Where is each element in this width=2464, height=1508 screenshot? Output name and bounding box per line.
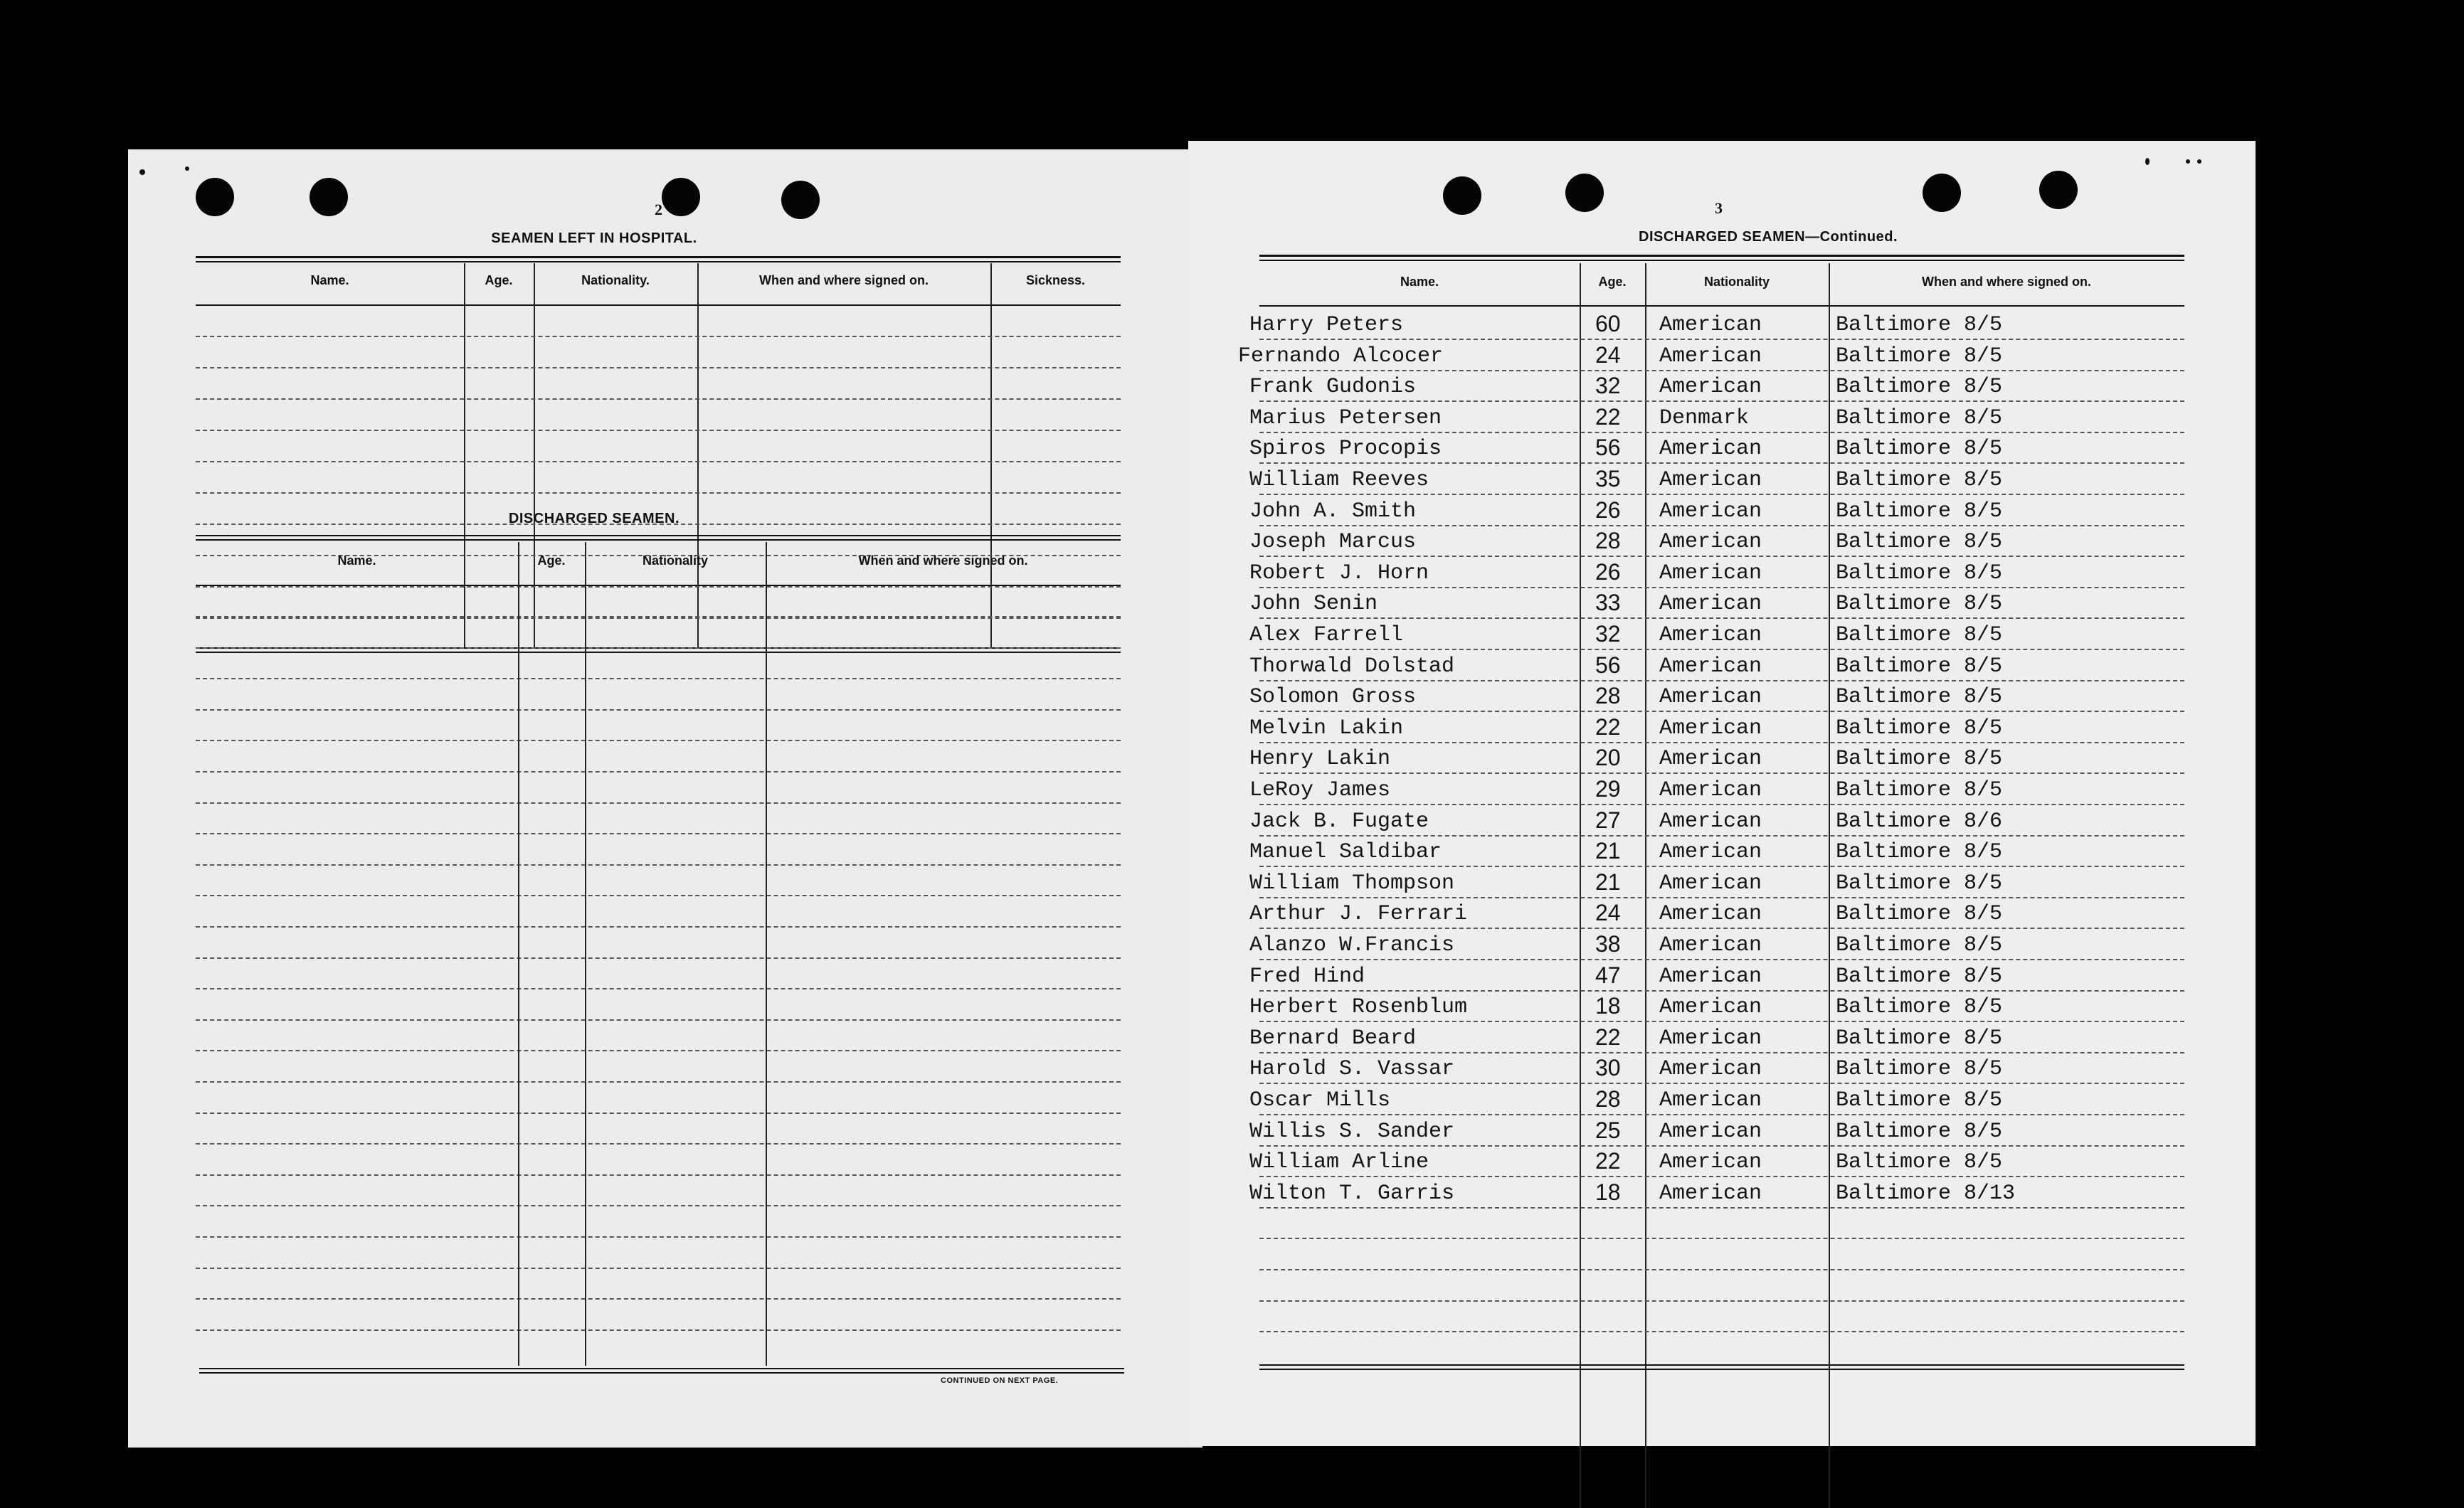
- seaman-nationality: American: [1659, 375, 1762, 399]
- row-line: [1259, 897, 2184, 898]
- row-line: [196, 1174, 1121, 1176]
- row-line: [1259, 1021, 2184, 1022]
- table-rule: [1259, 1369, 2184, 1370]
- seaman-name: Robert J. Horn: [1249, 561, 1429, 585]
- table-rule: [1259, 255, 2184, 257]
- seaman-nationality: American: [1659, 654, 1762, 679]
- seaman-name: Alanzo W.Francis: [1249, 933, 1455, 957]
- seaman-name: Melvin Lakin: [1249, 716, 1404, 740]
- table-rule: [196, 535, 1121, 536]
- seaman-nationality: American: [1659, 871, 1762, 896]
- column-divider: [990, 263, 992, 649]
- row-line: [196, 1268, 1121, 1269]
- seaman-nationality: American: [1659, 344, 1762, 368]
- row-line: [196, 492, 1121, 494]
- seaman-age: 18: [1595, 993, 1621, 1019]
- seaman-name: Joseph Marcus: [1249, 530, 1417, 554]
- seaman-nationality: American: [1659, 530, 1762, 554]
- seaman-age: 28: [1595, 528, 1621, 553]
- seaman-age: 25: [1595, 1117, 1621, 1143]
- seaman-signed-on: Baltimore 8/5: [1836, 375, 2003, 399]
- seaman-age: 56: [1595, 435, 1621, 460]
- seaman-age: 47: [1595, 962, 1621, 988]
- column-divider: [518, 542, 519, 1366]
- seaman-name: Marius Petersen: [1249, 406, 1442, 430]
- seaman-age: 26: [1595, 559, 1621, 585]
- seaman-name: Fred Hind: [1249, 965, 1365, 989]
- binder-hole: [781, 181, 820, 219]
- row-line: [1259, 432, 2184, 433]
- row-line: [1259, 1083, 2184, 1084]
- row-line: [196, 430, 1121, 431]
- seaman-name: Harry Peters: [1249, 313, 1404, 337]
- binder-hole: [1923, 174, 1961, 212]
- page-number: 2: [655, 201, 662, 218]
- seaman-nationality: American: [1659, 1057, 1762, 1081]
- binder-hole: [1565, 174, 1604, 212]
- seaman-name: Arthur J. Ferrari: [1249, 902, 1468, 926]
- seaman-age: 24: [1595, 342, 1621, 368]
- binder-hole: [2039, 171, 2078, 209]
- row-line: [196, 647, 1121, 649]
- row-line: [196, 771, 1121, 772]
- seaman-signed-on: Baltimore 8/5: [1836, 871, 2003, 896]
- column-divider: [1645, 263, 1646, 1508]
- row-line: [196, 616, 1121, 617]
- row-line: [1259, 556, 2184, 557]
- row-line: [196, 895, 1121, 896]
- row-line: [1259, 494, 2184, 495]
- seaman-signed-on: Baltimore 8/5: [1836, 685, 2003, 709]
- row-line: [1259, 866, 2184, 867]
- column-header: Name.: [310, 273, 349, 287]
- seaman-name: Fernando Alcocer: [1238, 344, 1444, 368]
- column-divider: [464, 263, 465, 649]
- seaman-name: Henry Lakin: [1249, 747, 1391, 771]
- row-line: [196, 336, 1121, 337]
- seaman-age: 22: [1595, 1024, 1621, 1050]
- seaman-signed-on: Baltimore 8/5: [1836, 778, 2003, 802]
- seaman-age: 22: [1595, 1148, 1621, 1174]
- table-rule: [1259, 1364, 2184, 1366]
- seaman-age: 26: [1595, 497, 1621, 523]
- seaman-age: 27: [1595, 807, 1621, 833]
- seaman-age: 24: [1595, 900, 1621, 925]
- row-line: [196, 1329, 1121, 1331]
- binder-hole: [662, 178, 700, 216]
- binder-hole: [1443, 176, 1481, 215]
- seaman-signed-on: Baltimore 8/5: [1836, 1057, 2003, 1081]
- seaman-signed-on: Baltimore 8/5: [1836, 840, 2003, 864]
- seaman-nationality: American: [1659, 1150, 1762, 1174]
- row-line: [196, 1205, 1121, 1206]
- column-header: Age.: [485, 273, 513, 287]
- row-line: [196, 586, 1121, 588]
- seaman-name: Willis S. Sander: [1249, 1120, 1455, 1144]
- table-rule: [1259, 260, 2184, 261]
- row-line: [1259, 772, 2184, 774]
- seaman-age: 30: [1595, 1055, 1621, 1080]
- seaman-nationality: American: [1659, 965, 1762, 989]
- row-line: [1259, 370, 2184, 371]
- seaman-signed-on: Baltimore 8/5: [1836, 933, 2003, 957]
- seaman-name: Solomon Gross: [1249, 685, 1417, 709]
- seaman-signed-on: Baltimore 8/5: [1836, 1088, 2003, 1113]
- speck: [185, 166, 189, 171]
- seaman-name: Harold S. Vassar: [1249, 1057, 1455, 1081]
- seaman-nationality: American: [1659, 1182, 1762, 1206]
- seaman-age: 22: [1595, 714, 1621, 740]
- column-divider: [534, 263, 535, 649]
- seaman-name: Wilton T. Garris: [1249, 1182, 1455, 1206]
- seaman-name: William Reeves: [1249, 468, 1429, 492]
- seaman-nationality: American: [1659, 1120, 1762, 1144]
- hospital-section-title: SEAMEN LEFT IN HOSPITAL.: [491, 230, 697, 246]
- column-divider: [1580, 263, 1581, 1508]
- row-line: [1259, 1207, 2184, 1209]
- seaman-name: Manuel Saldibar: [1249, 840, 1442, 864]
- column-header: Nationality: [642, 553, 708, 568]
- column-header: Age.: [537, 553, 566, 568]
- seaman-signed-on: Baltimore 8/5: [1836, 499, 2003, 524]
- seaman-signed-on: Baltimore 8/5: [1836, 902, 2003, 926]
- row-line: [196, 1236, 1121, 1238]
- row-line: [1259, 587, 2184, 588]
- seaman-nationality: American: [1659, 995, 1762, 1019]
- header-rule: [196, 585, 1121, 586]
- row-line: [1259, 1052, 2184, 1053]
- row-line: [1259, 525, 2184, 526]
- seaman-signed-on: Baltimore 8/5: [1836, 406, 2003, 430]
- row-line: [1259, 711, 2184, 712]
- seaman-name: Alex Farrell: [1249, 623, 1404, 647]
- table-rule: [196, 261, 1121, 262]
- seaman-signed-on: Baltimore 8/5: [1836, 344, 2003, 368]
- column-header: Sickness.: [1025, 273, 1086, 287]
- row-line: [196, 1143, 1121, 1145]
- seaman-signed-on: Baltimore 8/13: [1836, 1182, 2016, 1206]
- row-line: [196, 864, 1121, 866]
- seaman-name: Oscar Mills: [1249, 1088, 1391, 1113]
- row-line: [196, 926, 1121, 928]
- table-rule: [196, 652, 1121, 653]
- column-header: Name.: [1400, 275, 1439, 289]
- seaman-age: 32: [1595, 373, 1621, 398]
- seaman-nationality: American: [1659, 1088, 1762, 1113]
- seaman-age: 35: [1595, 466, 1621, 492]
- seaman-age: 20: [1595, 745, 1621, 770]
- row-line: [1259, 1269, 2184, 1270]
- binder-hole: [310, 178, 348, 216]
- seaman-signed-on: Baltimore 8/5: [1836, 313, 2003, 337]
- column-header: Nationality: [1703, 275, 1770, 289]
- seaman-signed-on: Baltimore 8/5: [1836, 1026, 2003, 1051]
- seaman-signed-on: Baltimore 8/5: [1836, 530, 2003, 554]
- seaman-signed-on: Baltimore 8/5: [1836, 654, 2003, 679]
- column-header: When and where signed on.: [1921, 275, 2092, 289]
- seaman-name: John A. Smith: [1249, 499, 1417, 524]
- seaman-name: Herbert Rosenblum: [1249, 995, 1468, 1019]
- row-line: [1259, 1331, 2184, 1332]
- seaman-nationality: Denmark: [1659, 406, 1750, 430]
- row-line: [1259, 400, 2184, 402]
- row-line: [1259, 1114, 2184, 1115]
- row-line: [1259, 1145, 2184, 1147]
- seaman-name: LeRoy James: [1249, 778, 1391, 802]
- row-line: [196, 740, 1121, 741]
- column-divider: [766, 542, 767, 1366]
- row-line: [1259, 742, 2184, 743]
- binder-hole: [196, 178, 234, 216]
- header-rule: [196, 304, 1121, 306]
- seaman-nationality: American: [1659, 685, 1762, 709]
- seaman-nationality: American: [1659, 499, 1762, 524]
- seaman-nationality: American: [1659, 623, 1762, 647]
- seaman-nationality: American: [1659, 1026, 1762, 1051]
- seaman-age: 21: [1595, 869, 1621, 895]
- speck: [2186, 159, 2190, 164]
- column-header: When and where signed on.: [758, 273, 929, 287]
- table-rule: [196, 539, 1121, 541]
- discharged-section-title: DISCHARGED SEAMEN.: [508, 511, 680, 526]
- seaman-name: Bernard Beard: [1249, 1026, 1417, 1051]
- seaman-nationality: American: [1659, 592, 1762, 616]
- seaman-name: Jack B. Fugate: [1249, 809, 1429, 834]
- seaman-nationality: American: [1659, 747, 1762, 771]
- seaman-signed-on: Baltimore 8/5: [1836, 592, 2003, 616]
- row-line: [1259, 617, 2184, 619]
- seaman-nationality: American: [1659, 313, 1762, 337]
- row-line: [1259, 1238, 2184, 1239]
- seaman-signed-on: Baltimore 8/5: [1836, 716, 2003, 740]
- seaman-signed-on: Baltimore 8/5: [1836, 623, 2003, 647]
- seaman-name: William Arline: [1249, 1150, 1429, 1174]
- row-line: [1259, 928, 2184, 929]
- seaman-name: William Thompson: [1249, 871, 1455, 896]
- row-line: [196, 1298, 1121, 1300]
- column-divider: [1829, 263, 1830, 1508]
- seaman-signed-on: Baltimore 8/5: [1836, 1120, 2003, 1144]
- row-line: [196, 988, 1121, 989]
- seaman-age: 21: [1595, 838, 1621, 864]
- seaman-name: Frank Gudonis: [1249, 375, 1417, 399]
- seaman-nationality: American: [1659, 778, 1762, 802]
- seaman-name: Thorwald Dolstad: [1249, 654, 1455, 679]
- row-line: [196, 1081, 1121, 1083]
- seaman-nationality: American: [1659, 561, 1762, 585]
- seaman-signed-on: Baltimore 8/5: [1836, 747, 2003, 771]
- seaman-age: 28: [1595, 683, 1621, 708]
- row-line: [1259, 959, 2184, 960]
- row-line: [196, 461, 1121, 462]
- row-line: [1259, 1176, 2184, 1177]
- seaman-signed-on: Baltimore 8/6: [1836, 809, 2003, 834]
- column-divider: [697, 263, 699, 649]
- row-line: [1259, 462, 2184, 464]
- row-line: [196, 957, 1121, 959]
- speck: [2145, 158, 2150, 165]
- seaman-nationality: American: [1659, 933, 1762, 957]
- row-line: [196, 833, 1121, 834]
- seaman-signed-on: Baltimore 8/5: [1836, 468, 2003, 492]
- row-line: [196, 1113, 1121, 1114]
- seaman-name: John Senin: [1249, 592, 1378, 616]
- row-line: [1259, 339, 2184, 340]
- seaman-nationality: American: [1659, 840, 1762, 864]
- row-line: [196, 367, 1121, 368]
- seaman-age: 60: [1595, 311, 1621, 336]
- seaman-age: 33: [1595, 590, 1621, 615]
- table-rule: [196, 256, 1121, 258]
- page-number: 3: [1715, 199, 1723, 217]
- column-header: When and where signed on.: [858, 553, 1028, 568]
- row-line: [1259, 835, 2184, 837]
- speck: [139, 169, 145, 175]
- seaman-age: 18: [1595, 1179, 1621, 1205]
- seaman-signed-on: Baltimore 8/5: [1836, 437, 2003, 461]
- row-line: [1259, 649, 2184, 650]
- seaman-age: 38: [1595, 931, 1621, 957]
- row-line: [1259, 1300, 2184, 1302]
- row-line: [196, 398, 1121, 400]
- seaman-nationality: American: [1659, 716, 1762, 740]
- seaman-nationality: American: [1659, 902, 1762, 926]
- continued-note: CONTINUED ON NEXT PAGE.: [941, 1376, 1059, 1385]
- seaman-nationality: American: [1659, 809, 1762, 834]
- left-page: [128, 149, 1202, 1448]
- row-line: [1259, 804, 2184, 805]
- seaman-signed-on: Baltimore 8/5: [1836, 561, 2003, 585]
- seaman-age: 29: [1595, 776, 1621, 802]
- seaman-age: 56: [1595, 652, 1621, 678]
- right-page: [1188, 141, 2256, 1446]
- seaman-signed-on: Baltimore 8/5: [1836, 965, 2003, 989]
- column-divider: [585, 542, 586, 1366]
- column-header: Name.: [337, 553, 376, 568]
- row-line: [196, 1050, 1121, 1051]
- column-header: Age.: [1598, 275, 1627, 289]
- row-line: [1259, 680, 2184, 681]
- row-line: [1259, 990, 2184, 992]
- row-line: [196, 802, 1121, 804]
- seaman-nationality: American: [1659, 437, 1762, 461]
- row-line: [196, 1019, 1121, 1021]
- seaman-nationality: American: [1659, 468, 1762, 492]
- seaman-signed-on: Baltimore 8/5: [1836, 995, 2003, 1019]
- header-rule: [1259, 305, 2184, 307]
- table-rule: [199, 1368, 1124, 1369]
- seaman-signed-on: Baltimore 8/5: [1836, 1150, 2003, 1174]
- seaman-age: 22: [1595, 404, 1621, 430]
- seaman-age: 32: [1595, 621, 1621, 647]
- section-title: DISCHARGED SEAMEN—Continued.: [1639, 229, 1898, 245]
- row-line: [196, 678, 1121, 679]
- speck: [2197, 159, 2201, 164]
- seaman-age: 28: [1595, 1086, 1621, 1112]
- row-line: [196, 709, 1121, 711]
- seaman-name: Spiros Procopis: [1249, 437, 1442, 461]
- column-header: Nationality.: [581, 273, 650, 287]
- row-line: [196, 617, 1121, 619]
- table-rule: [199, 1372, 1124, 1374]
